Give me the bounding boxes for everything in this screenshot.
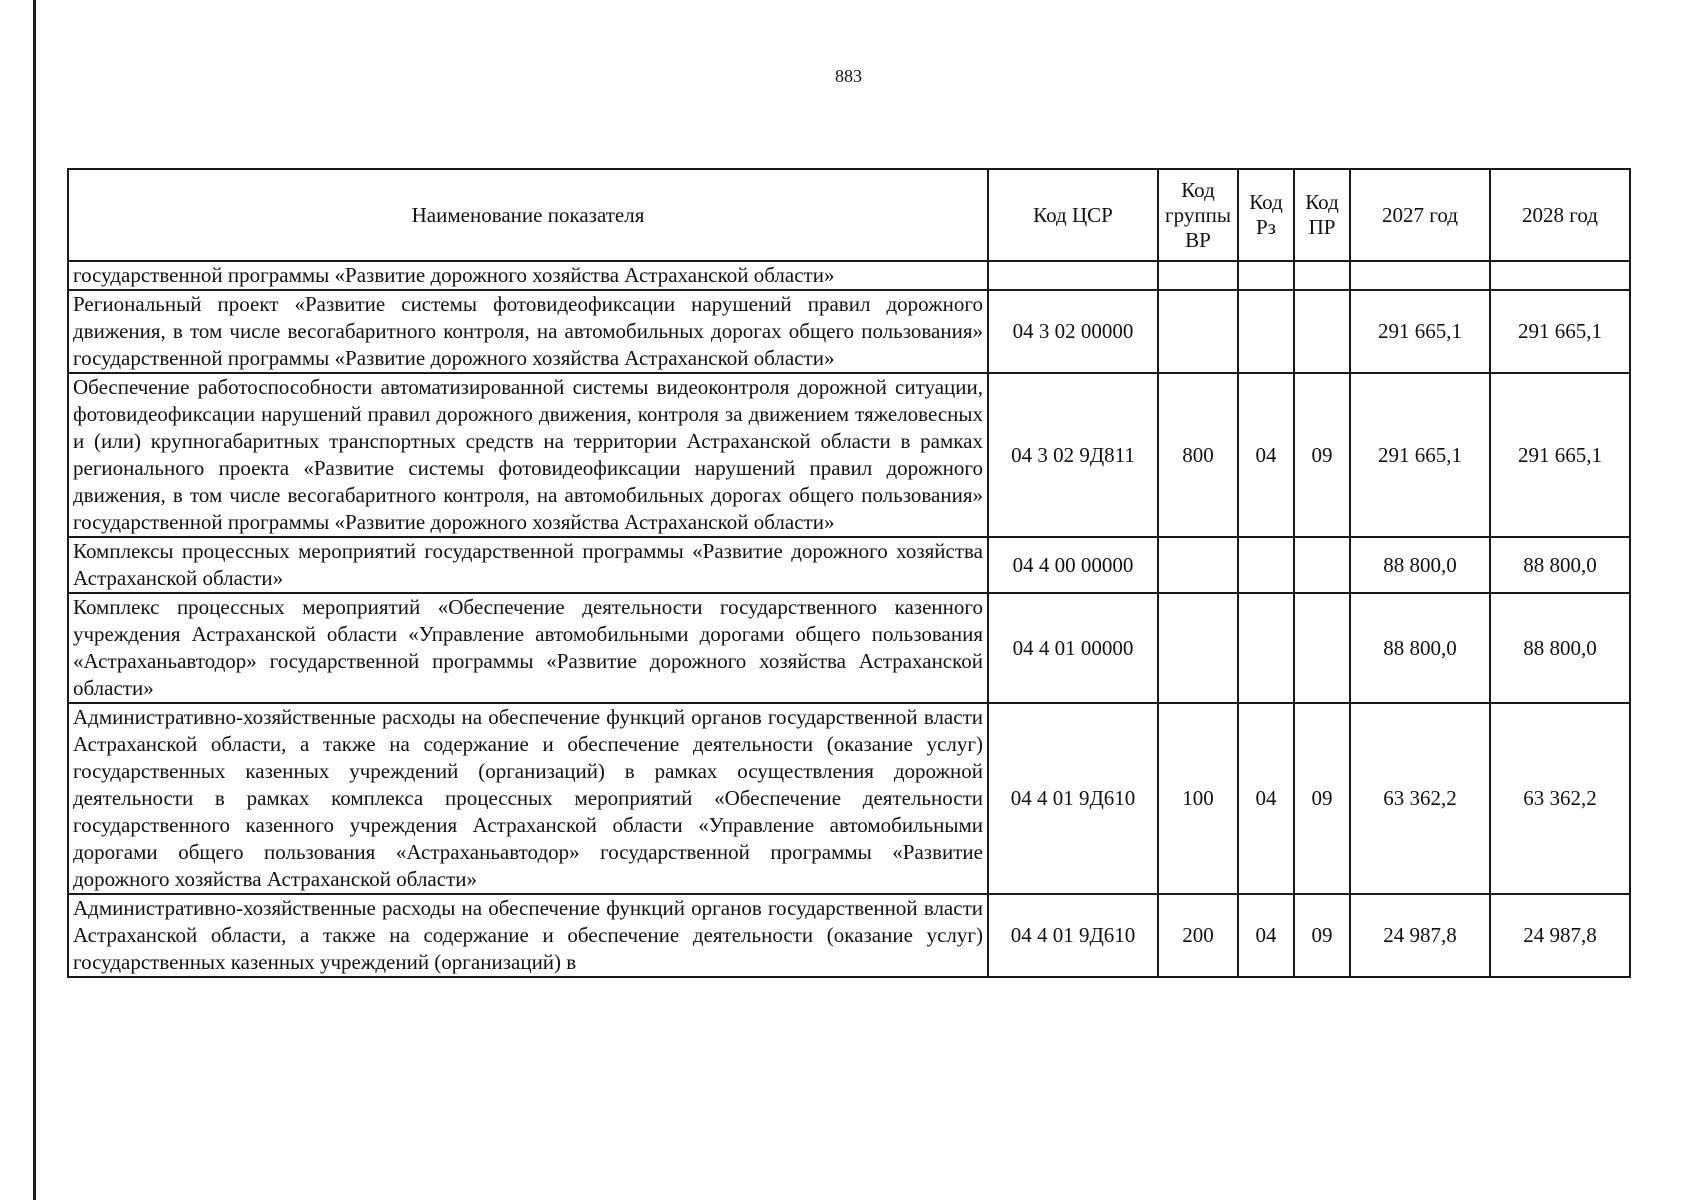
row-rz: 04: [1238, 373, 1294, 537]
table-row: [68, 373, 1630, 537]
row-2027: 291 665,1: [1350, 373, 1490, 537]
table-row: [68, 537, 1630, 593]
row-vr: [1158, 261, 1238, 290]
row-pr: [1294, 593, 1350, 703]
row-rz: [1238, 290, 1294, 373]
row-name: Административно-хозяйственные расходы на обеспечение функций органов государственной власти Астраханской области, а также на содержание и обеспечение деятельности (оказание услуг) государственных казенных учреждений (организаций) в: [68, 894, 988, 977]
row-name: Комплекс процессных мероприятий «Обеспечение деятельности государственного казенного учреждения Астраханской области «Управление автомобильными дорогами общего пользования «Астраханьавтодор» государственной программы «Развитие дорожного хозяйства Астраханской области»: [68, 593, 988, 703]
header-csr: Код ЦСР: [988, 169, 1158, 261]
row-2027: 88 800,0: [1350, 593, 1490, 703]
row-csr: 04 4 01 9Д610: [988, 703, 1158, 894]
row-2027: [1350, 261, 1490, 290]
row-2028: 24 987,8: [1490, 894, 1630, 977]
row-vr: 800: [1158, 373, 1238, 537]
row-rz: 04: [1238, 894, 1294, 977]
row-pr: 09: [1294, 373, 1350, 537]
row-name: государственной программы «Развитие дорожного хозяйства Астраханской области»: [68, 261, 988, 290]
page-number: 883: [835, 66, 862, 86]
row-csr: [988, 261, 1158, 290]
header-2027: 2027 год: [1350, 169, 1490, 261]
header-rz: Код Рз: [1238, 169, 1294, 261]
row-2027: 24 987,8: [1350, 894, 1490, 977]
row-rz: [1238, 593, 1294, 703]
row-2028: 291 665,1: [1490, 373, 1630, 537]
row-2027: 291 665,1: [1350, 290, 1490, 373]
row-2028: 88 800,0: [1490, 593, 1630, 703]
row-pr: [1294, 290, 1350, 373]
row-vr: 100: [1158, 703, 1238, 894]
row-rz: [1238, 537, 1294, 593]
row-pr: [1294, 537, 1350, 593]
row-csr: 04 3 02 9Д811: [988, 373, 1158, 537]
row-name: Комплексы процессных мероприятий государственной программы «Развитие дорожного хозяйства Астраханской области»: [68, 537, 988, 593]
row-rz: [1238, 261, 1294, 290]
row-rz: 04: [1238, 703, 1294, 894]
row-name: Административно-хозяйственные расходы на обеспечение функций органов государственной власти Астраханской области, а также на содержание и обеспечение деятельности (оказание услуг) государственных казенных учреждений (организаций) в рамках осуществления дорожной деятельности в рамках комплекса процессных мероприятий «Обеспечение деятельности государственного казенного учреждения Астраханской области «Управление автомобильными дорогами общего пользования «Астраханьавтодор» государственной программы «Развитие дорожного хозяйства Астраханской области»: [68, 703, 988, 894]
row-name: Обеспечение работоспособности автоматизированной системы видеоконтроля дорожной ситуации, фотовидеофиксации нарушений правил дорожного движения, контроля за движением тяжеловесных и (или) крупногабаритных транспортных средств на территории Астраханской области в рамках регионального проекта «Развитие системы фотовидеофиксации нарушений правил дорожного движения, в том числе весогабаритного контроля, на автомобильных дорогах общего пользования» государственной программы «Развитие дорожного хозяйства Астраханской области»: [68, 373, 988, 537]
row-csr: 04 4 01 00000: [988, 593, 1158, 703]
row-csr: 04 3 02 00000: [988, 290, 1158, 373]
page-binding-line: [33, 0, 36, 1200]
row-2028: 88 800,0: [1490, 537, 1630, 593]
row-pr: 09: [1294, 703, 1350, 894]
row-pr: 09: [1294, 894, 1350, 977]
table-row: [68, 261, 1630, 290]
row-2027: 88 800,0: [1350, 537, 1490, 593]
row-vr: [1158, 537, 1238, 593]
table-row: [68, 290, 1630, 373]
row-vr: [1158, 290, 1238, 373]
header-name: Наименование показателя: [68, 169, 988, 261]
row-vr: [1158, 593, 1238, 703]
header-vr: Код группы ВР: [1158, 169, 1238, 261]
row-vr: 200: [1158, 894, 1238, 977]
table-row: [68, 703, 1630, 894]
row-2028: 291 665,1: [1490, 290, 1630, 373]
table-header-row: [68, 169, 1630, 261]
table-row: [68, 593, 1630, 703]
row-csr: 04 4 01 9Д610: [988, 894, 1158, 977]
table-row: [68, 894, 1630, 977]
row-2028: 63 362,2: [1490, 703, 1630, 894]
row-2027: 63 362,2: [1350, 703, 1490, 894]
row-csr: 04 4 00 00000: [988, 537, 1158, 593]
header-2028: 2028 год: [1490, 169, 1630, 261]
row-pr: [1294, 261, 1350, 290]
row-2028: [1490, 261, 1630, 290]
budget-table: [67, 168, 1631, 978]
row-name: Региональный проект «Развитие системы фотовидеофиксации нарушений правил дорожного движения, в том числе весогабаритного контроля, на автомобильных дорогах общего пользования» государственной программы «Развитие дорожного хозяйства Астраханской области»: [68, 290, 988, 373]
header-pr: Код ПР: [1294, 169, 1350, 261]
